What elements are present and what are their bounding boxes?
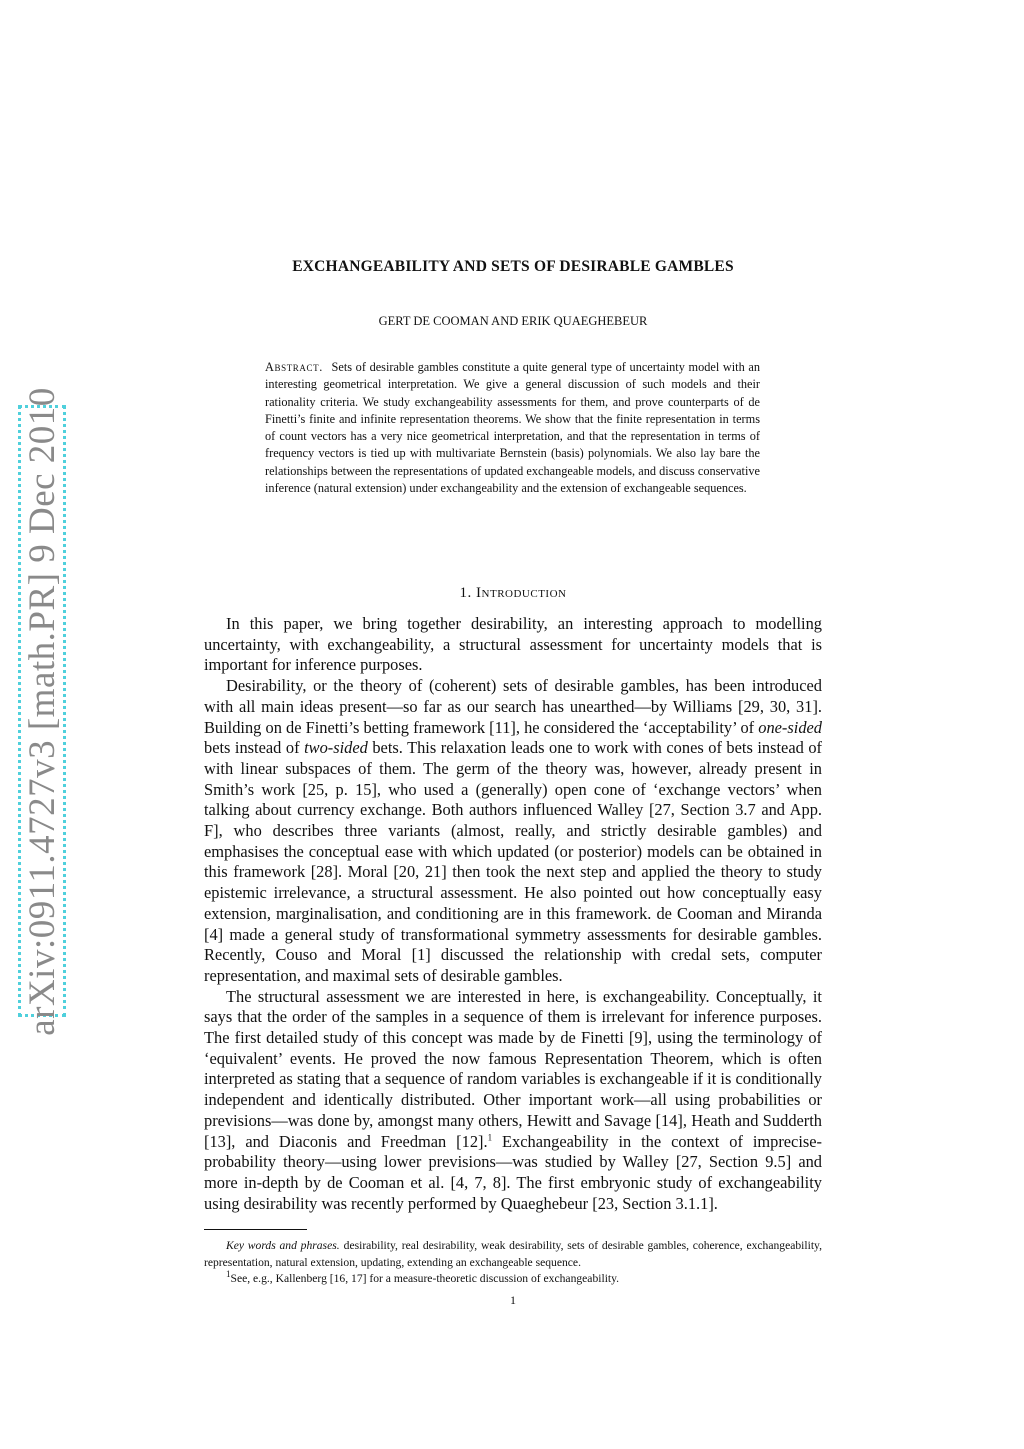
section-heading	[204, 585, 822, 602]
arxiv-identifier: arXiv:0911.4727v3 [math.PR] 9 Dec 2010	[21, 386, 63, 1036]
paper-title: EXCHANGEABILITY AND SETS OF DESIRABLE GAMBLES	[292, 258, 734, 275]
emphasis-two-sided: two-sided	[304, 738, 368, 758]
footnotes	[204, 1238, 822, 1288]
footnote-1	[204, 1271, 822, 1288]
section-title: Introduction	[476, 585, 567, 601]
body-text	[204, 614, 822, 1214]
abstract-text: Sets of desirable gambles constitute a quite general type of uncertainty model with an interesting geometrical interpretation. We give a general discussion of such models and their rationality criteria. We study exchangeability assessments for them, and prove counterparts of de Finetti’s finite and infinite representation theorems. We show that the finite representation in terms of count vectors has a very nice geometrical interpretation, and that the representation in terms of frequency vectors is tied up with multivariate Bernstein (basis) polynomials. We also lay bare the relationships between the representations of updated exchangeable models, and discuss conservative inference (natural extension) under exchangeability and the extension of exchangeable sequences.	[265, 360, 761, 496]
paragraph-3-part-a: The structural assessment we are interested in here, is exchangeability. Conceptually, it says that the order of the samples in a sequence of them is irrelevant for inference purposes. The first detailed study of this concept was made by de Finetti [9], using the terminology of ‘equivalent’ events. He proved the now famous Representation Theorem, which is often interpreted as stating that a sequence of random variables is exchangeable if it is conditionally independent and identically distributed. Other important work—all using probabilities or previsions—was done by, amongst many others, Hewitt and Savage [14], Heath and Sudderth [13], and Diaconis and Freedman [12].	[204, 986, 822, 1151]
keywords-footnote	[204, 1238, 822, 1271]
paragraph-2-part-c: bets. This relaxation leads one to work with cones of bets instead of with linear subspaces of them. The germ of the theory was, however, already present in Smith’s work [25, p. 15], who used a (generally) open cone of ‘exchange vectors’ when talking about currency exchange. Both authors influenced Walley [27, Section 3.7 and App. F], who describes three variants (almost, really, and strictly desirable gambles) and emphasises the conceptual ease with which updated (or posterior) models can be obtained in this framework [28]. Moral [20, 21] then took the next step and applied the theory to study epistemic irrelevance, a structural assessment. He also pointed out how conceptually easy extension, marginalisation, and conditioning are in this framework. de Cooman and Miranda [4] made a general study of transformational symmetry assessments for desirable gambles. Recently, Couso and Moral [1] discussed the relationship with credal sets, computer representation, and maximal sets of desirable gambles.	[204, 738, 822, 985]
section-number: 1.	[459, 585, 472, 601]
paragraph-3-part-b: Exchangeability in the context of imprecise-probability theory—using lower previsions—was studied by Walley [27, Section 9.5] and more in-depth by de Cooman et al. [4, 7, 8]. The first embryonic study of exchangeability using desirability was recently performed by Quaeghebeur [23, Section 3.1.1].	[204, 1131, 822, 1213]
footnote-rule	[204, 1229, 307, 1230]
page-number: 1	[510, 1293, 516, 1307]
arxiv-stamp	[18, 386, 66, 1036]
paragraph-1: In this paper, we bring together desirability, an interesting approach to modelling uncertainty, with exchangeability, a structural assessment for uncertainty models that is important for inference purposes.	[204, 614, 822, 675]
footnote-1-text: See, e.g., Kallenberg [16, 17] for a measure-theoretic discussion of exchangeability.	[230, 1272, 620, 1285]
emphasis-one-sided: one-sided	[758, 717, 822, 737]
paragraph-2	[204, 676, 822, 987]
footnote-1-marker: 1	[226, 1269, 231, 1280]
paper-authors: GERT DE COOMAN AND ERIK QUAEGHEBEUR	[378, 314, 648, 328]
paragraph-3	[204, 987, 822, 1215]
keywords-label: Key words and phrases.	[226, 1239, 340, 1252]
abstract-label: Abstract.	[265, 360, 323, 374]
paragraph-2-part-b: bets instead of	[204, 738, 305, 758]
keywords-text: desirability, real desirability, weak desirability, sets of desirable gambles, coherence, exchangeability, representation, natural extension, updating, extending an exchangeable sequence.	[204, 1239, 822, 1269]
paragraph-2-part-a: Desirability, or the theory of (coherent) sets of desirable gambles, has been introduced with all main ideas present—so far as our search has unearthed—by Williams [29, 30, 31]. Building on de Finetti’s betting framework [11], he considered the ‘acceptability’ of	[204, 676, 822, 737]
abstract	[265, 359, 760, 497]
footnote-marker[interactable]: 1	[487, 1132, 493, 1143]
